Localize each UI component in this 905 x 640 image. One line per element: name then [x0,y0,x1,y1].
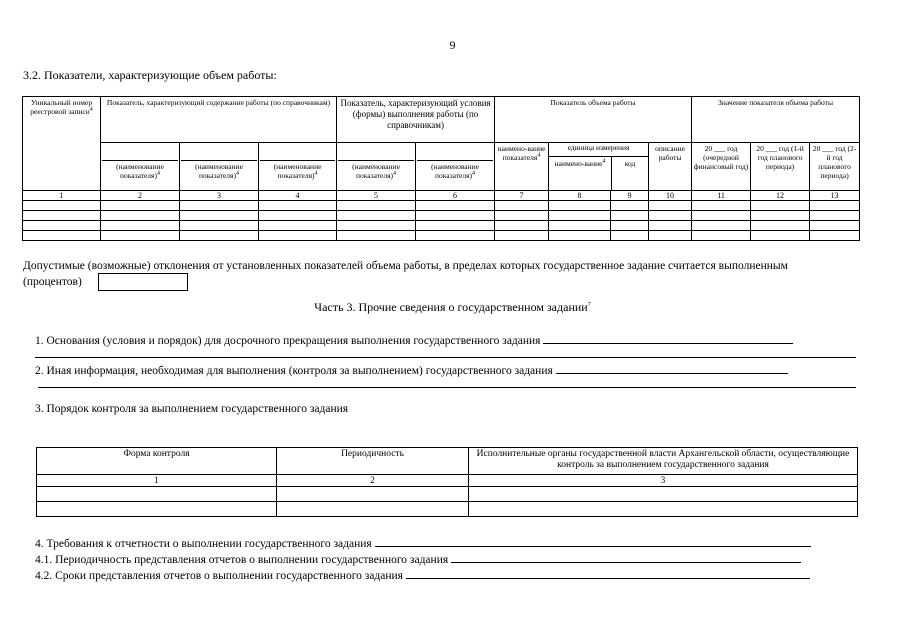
control-table [36,447,858,517]
table-row[interactable] [23,221,860,231]
item1-label: 1. Основания (условия и порядок) для досрочного прекращения выполнения государственного задания [35,335,541,347]
subheader-name-4: (наименование показателя)$^4$ [259,143,337,191]
header-control-form: Форма контроля [37,448,277,475]
item4-1-label: 4.1. Периодичность представления отчетов о выполнении государственного задания [35,554,449,566]
table-row[interactable] [37,502,858,517]
deviation-percent-input[interactable] [98,273,188,291]
column-numbers-row: 1 2 3 [37,475,858,487]
header-periodicity: Периодичность [277,448,469,475]
subheader-description: описание работы [649,143,692,191]
item4-2-row [35,567,810,582]
deviation-text: Допустимые (возможные) отклонения от установленных показателей объема работы, в пределах которых государственное задание считается выполненным [23,260,788,272]
subheader-year1: 20 ___ год (очередной финансовый год) [692,143,751,191]
item4-1-row [35,551,801,566]
part3-title: Часть 3. Прочие сведения о государственном задании$^7$ [314,300,591,314]
subheader-year2: 20 ___ год (1-й год планового периода) [751,143,810,191]
item4-2-label: 4.2. Сроки представления отчетов о выполнении государственного задания [35,570,403,582]
table-row[interactable] [37,487,858,502]
table-row[interactable] [23,231,860,241]
item4-label: 4. Требования к отчетности о выполнении государственного задания [35,538,372,550]
item4-row [35,535,811,550]
item2-field-line2[interactable] [38,387,856,388]
header-executive-bodies: Исполнительные органы государственной власти Архангельской области, осуществляющие контроль за выполнением государственного задания [469,448,858,475]
subheader-unit-name: наимено-вание$^4$ [549,157,612,190]
subheader-name-6: (наименование показателя)$^4$ [416,143,495,191]
item4-1-field[interactable] [451,551,801,563]
deviation-text-percent: (процентов) [23,276,82,288]
page-number: 9 [449,38,456,52]
subheader-name-5: (наименование показателя)$^4$ [337,143,416,191]
item4-field[interactable] [375,535,811,547]
item2-label: 2. Иная информация, необходимая для выполнения (контроля за выполнением) государственного задания [35,365,553,377]
item2-field[interactable] [556,362,788,374]
table-row[interactable] [23,201,860,211]
header-content-indicator: Показатель, характеризующий содержание работы (по справочникам) [101,97,337,143]
column-numbers-row: 1 2 3 4 5 6 7 8 9 10 11 12 13 [23,191,860,201]
work-volume-table [22,96,860,241]
table-row[interactable] [23,211,860,221]
header-volume-value: Значение показателя объема работы [692,97,860,143]
subheader-name-3: (наименование показателя)$^4$ [180,143,259,191]
header-unique-number: Уникальный номер реестровой записи$^4$ [23,97,101,191]
header-conditions-indicator: Показатель, характеризующий условия (формы) выполнения работы (по справочникам) [337,97,495,143]
item2-row [35,362,788,377]
subheader-year3: 20 ___ год (2-й год планового периода) [810,143,860,191]
item4-2-field[interactable] [406,567,810,579]
header-volume-indicator: Показатель объема работы [495,97,692,143]
section-3-2-title: 3.2. Показатели, характеризующие объем работы: [23,68,277,82]
subheader-name-2: (наименование показателя)$^4$ [101,143,180,191]
subheader-unit-code: код [624,159,636,168]
subheader-unit: единица измерения наимено-вание$^4$ код [549,143,649,191]
item1-field[interactable] [543,332,793,344]
item1-field-line2[interactable] [35,357,856,358]
subheader-volume-name: наимено-вание показателя$^4$ [495,143,549,191]
item1-row [35,332,793,347]
item3-label: 3. Порядок контроля за выполнением государственного задания [35,403,349,415]
